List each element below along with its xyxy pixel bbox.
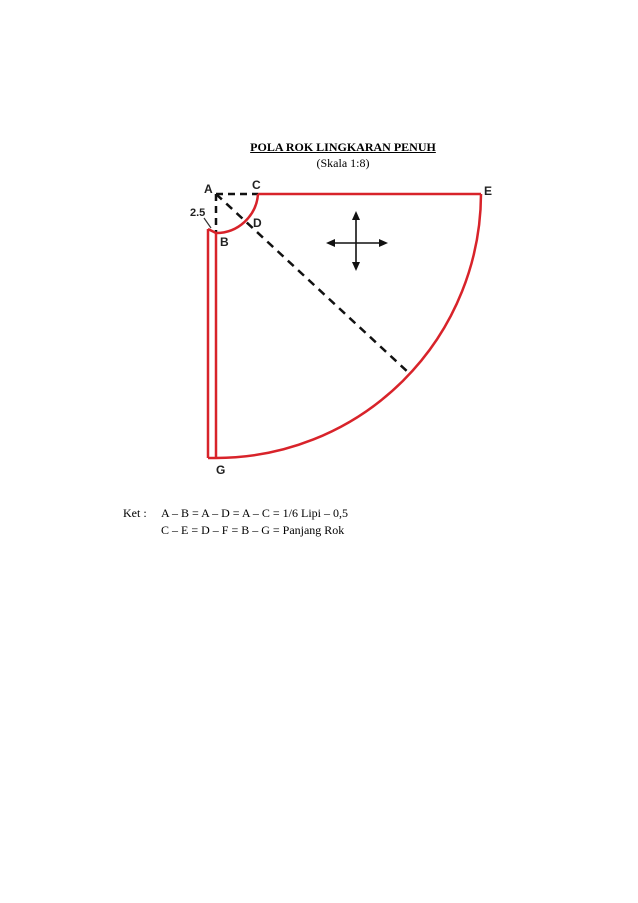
label-d: D: [253, 216, 262, 230]
grainline-arrows-icon: [326, 211, 388, 271]
label-g: G: [216, 463, 226, 477]
measure-label: 2.5: [190, 207, 206, 219]
label-e: E: [484, 184, 493, 198]
notes-key-label: Ket :: [123, 506, 147, 520]
label-c: C: [252, 178, 261, 192]
hem-curve: [216, 194, 481, 458]
label-b: B: [220, 235, 229, 249]
label-a: A: [204, 182, 213, 196]
pattern-title: POLA ROK LINGKARAN PENUH: [250, 140, 436, 154]
notes-line-2: C – E = D – F = B – G = Panjang Rok: [161, 523, 345, 537]
notes-line-1: A – B = A – D = A – C = 1/6 Lipi – 0,5: [161, 506, 348, 520]
legend-notes: [123, 505, 348, 539]
measure-pointer: [204, 218, 211, 228]
scale-subtitle: (Skala 1:8): [316, 156, 370, 170]
